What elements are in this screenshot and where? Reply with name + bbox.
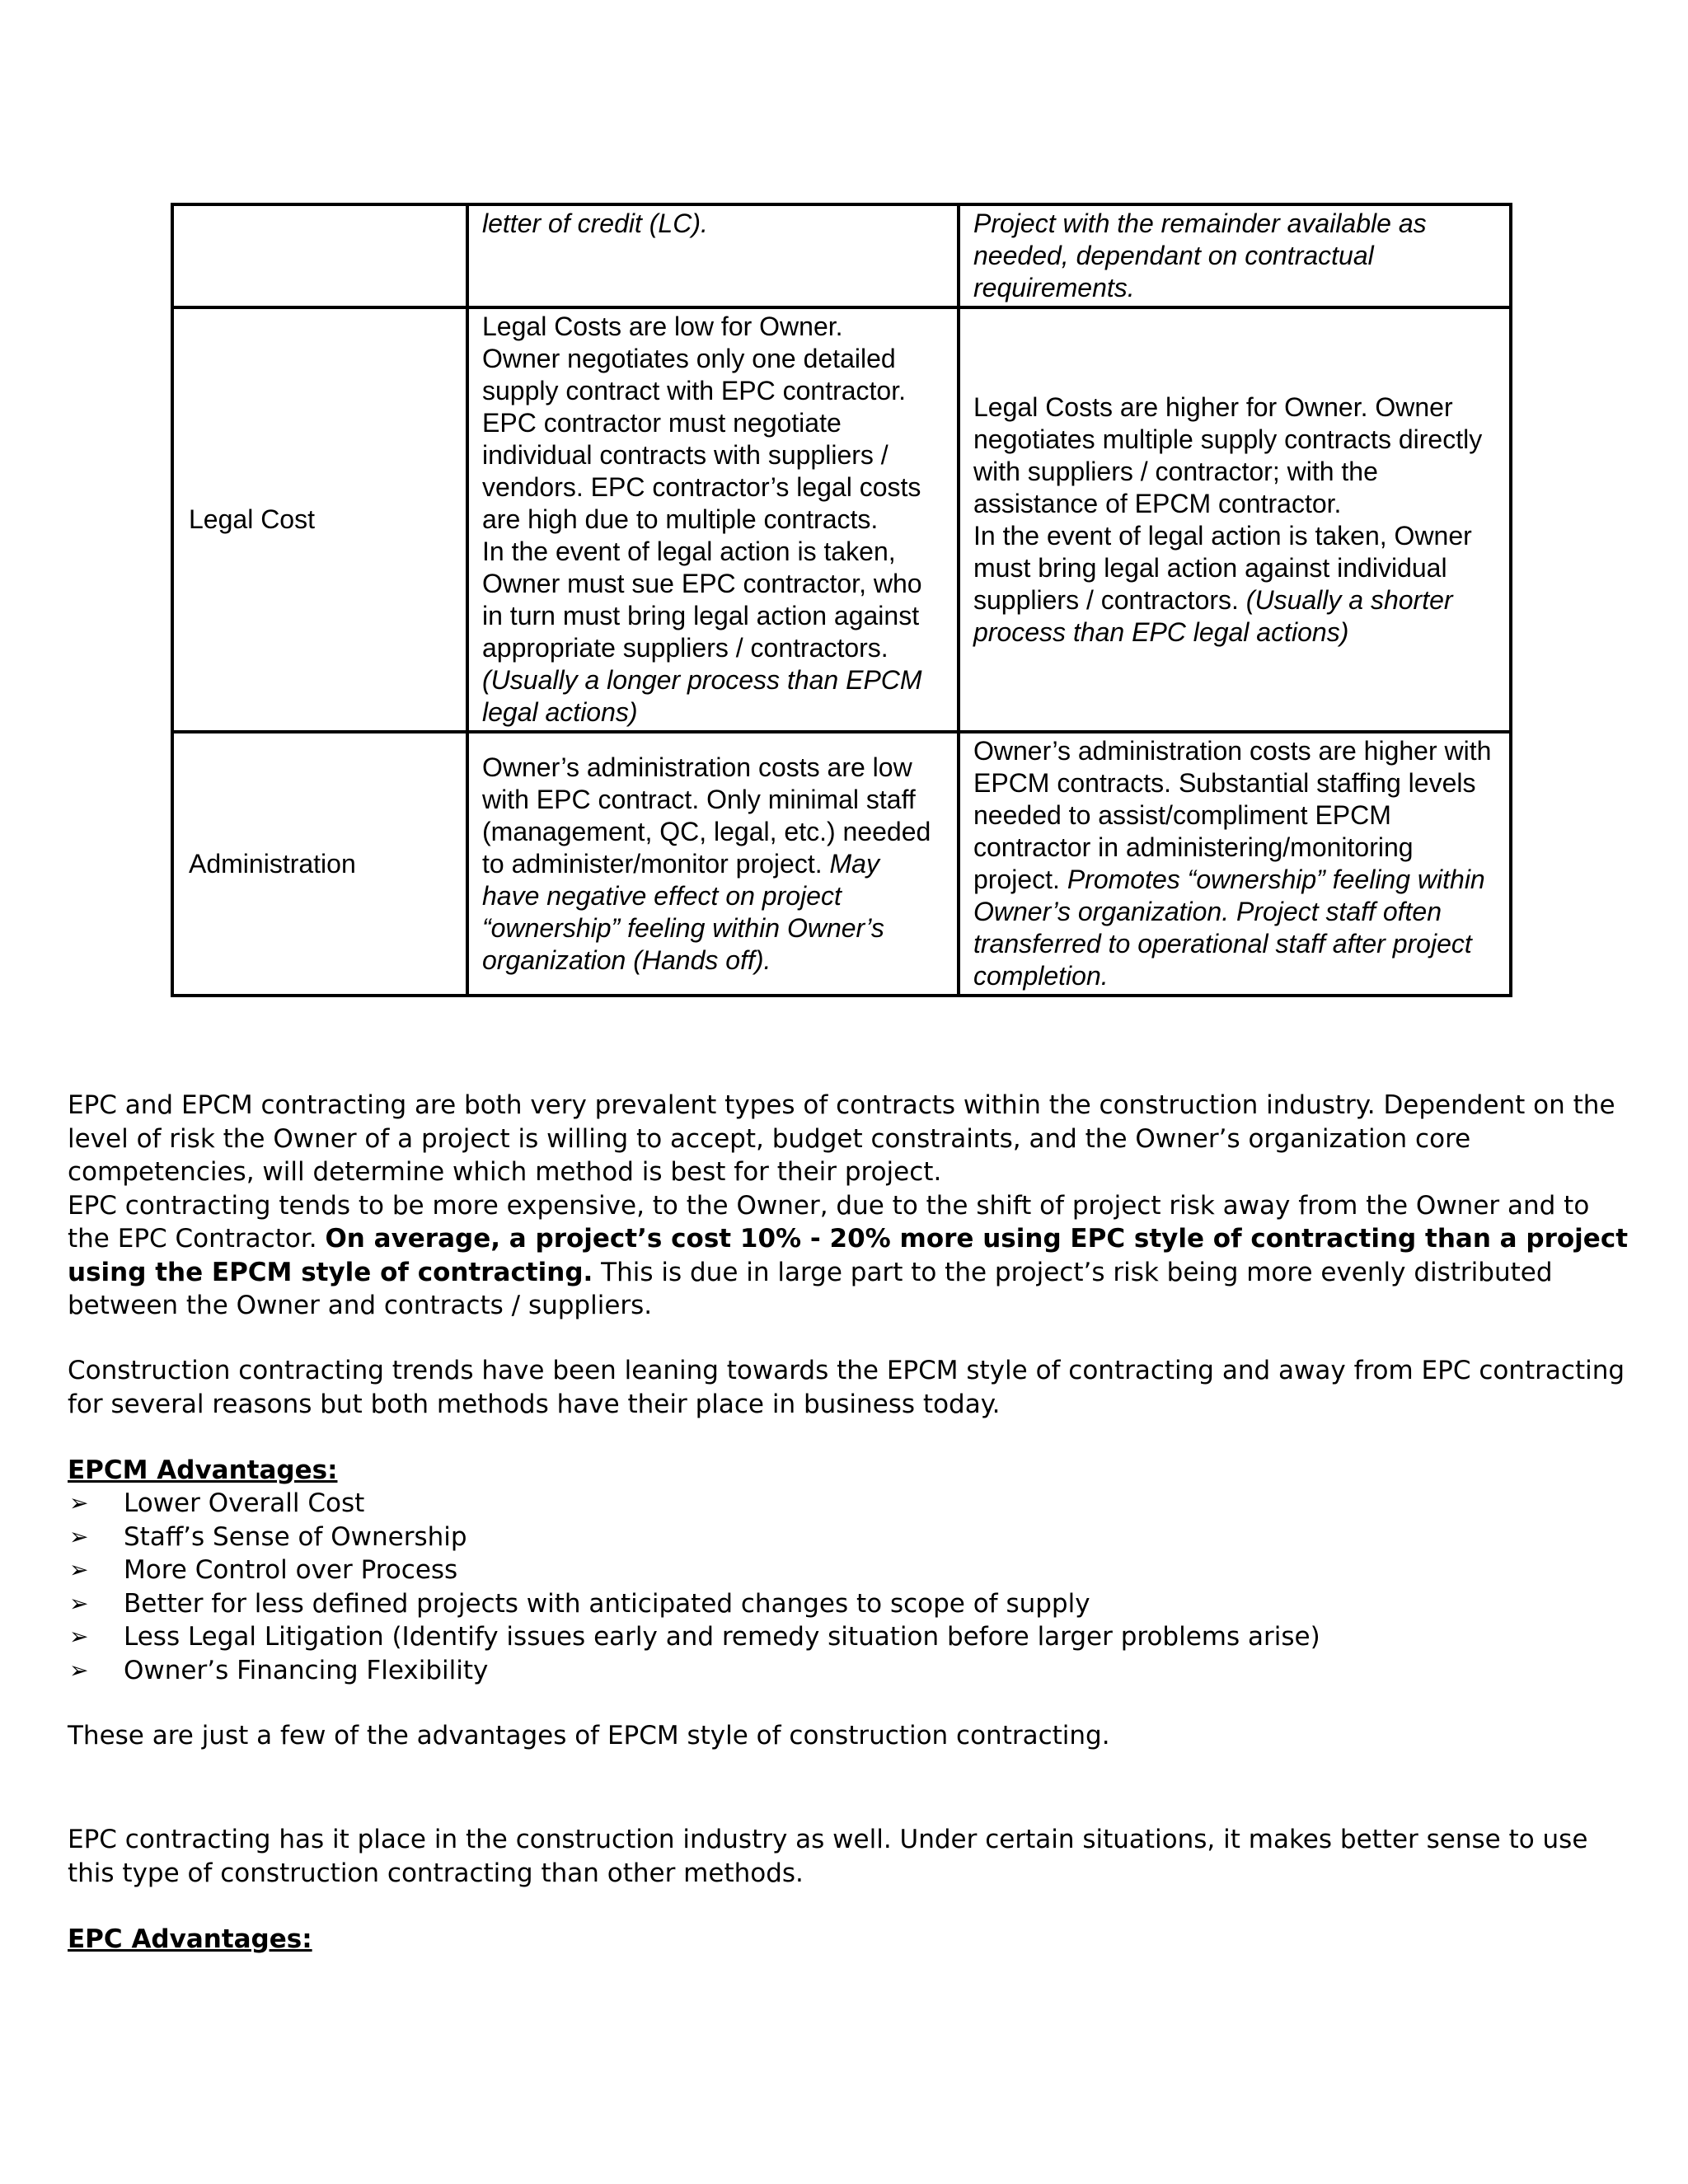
comparison-table: [171, 203, 1512, 997]
epc-legal-line: Owner negotiates only one detailed supply contract with EPC contractor.: [482, 344, 906, 405]
table-row-administration: [172, 732, 1511, 996]
list-item: [68, 1521, 1634, 1554]
list-item-text: More Control over Process: [124, 1555, 458, 1585]
epc-legal-line: Legal Costs are low for Owner.: [482, 312, 843, 341]
paragraph-epc-cost: [68, 1189, 1634, 1323]
epc-admin-note: May have negative effect on project “ownership” feeling within Owner’s organization (Hands off).: [482, 848, 884, 975]
list-item: [68, 1587, 1634, 1621]
arrow-bullet-icon: ➢: [69, 1522, 89, 1550]
paragraph-trends: Construction contracting trends have been leaning towards the EPCM style of contracting and away from EPC contracting for several reasons but both methods have their place in business today.: [68, 1356, 1625, 1419]
epcm-advantages-list: [68, 1487, 1634, 1687]
arrow-bullet-icon: ➢: [69, 1489, 89, 1516]
paragraph-epc-cost-start: EPC contracting tends to be more expensive, to the Owner, due to the shift of project risk away from the Owner and to the EPC Contractor.: [68, 1190, 1590, 1254]
list-item: [68, 1654, 1634, 1688]
row-label-administration: Administration: [172, 732, 467, 996]
epc-admin-text: Owner’s administration costs are low with EPC contract. Only minimal staff (management, QC, legal, etc.) needed to administer/monitor project.: [482, 752, 931, 879]
epc-admin-cell: [467, 732, 959, 996]
epc-legal-line: EPC contractor must negotiate individual contracts with suppliers / vendors. EPC contractor’s legal costs are high due to multiple contracts.: [482, 408, 921, 534]
epcm-legal-line: Legal Costs are higher for Owner. Owner negotiates multiple supply contracts directly with suppliers / contractor; with the assistance of EPCM contractor.: [973, 391, 1483, 518]
list-item: [68, 1554, 1634, 1587]
paragraph-epc-cost-bold: On average, a project’s cost 10% - 20% more using EPC style of contracting than a project using the EPCM style of contracting.: [68, 1224, 1629, 1287]
table-row-legal-cost: [172, 307, 1511, 732]
paragraph-epcm-summary: These are just a few of the advantages of EPCM style of construction contracting.: [68, 1721, 1110, 1750]
epcm-legal-text: In the event of legal action is taken, Owner must bring legal action against individual suppliers / contractors.: [973, 520, 1472, 615]
list-item-text: Better for less defined projects with anticipated changes to scope of supply: [124, 1588, 1090, 1619]
epc-legal-line: In the event of legal action is taken, Owner must sue EPC contractor, who in turn must bring legal action against appropriate suppliers / contractors.: [482, 537, 922, 663]
list-item-text: Less Legal Litigation (Identify issues early and remedy situation before larger problems arise): [124, 1622, 1320, 1652]
list-item-text: Owner’s Financing Flexibility: [124, 1655, 489, 1685]
epc-legal-note: (Usually a longer process than EPCM legal actions): [482, 665, 922, 727]
arrow-bullet-icon: ➢: [69, 1589, 89, 1617]
epc-legal-cell: [467, 307, 959, 732]
body-text-block-1: [68, 1089, 1634, 1323]
list-item-text: Staff’s Sense of Ownership: [124, 1521, 467, 1552]
list-item: [68, 1620, 1634, 1654]
arrow-bullet-icon: ➢: [69, 1656, 89, 1684]
epcm-cell: Project with the remainder available as needed, dependant on contractual requirements.: [959, 204, 1511, 307]
list-item: [68, 1487, 1634, 1521]
epcm-legal-cell: [959, 307, 1511, 732]
paragraph-epc-cost-end: This is due in large part to the project’s risk being more evenly distributed between the Owner and contracts / suppliers.: [68, 1257, 1553, 1320]
epcm-admin-text: Owner’s administration costs are higher with EPCM contracts. Substantial staffing levels needed to assist/compliment EPCM contractor in administering/monitoring project.: [973, 736, 1492, 894]
arrow-bullet-icon: ➢: [69, 1556, 89, 1583]
table-row-continuation: [172, 204, 1511, 307]
list-item-text: Lower Overall Cost: [124, 1488, 365, 1518]
paragraph-epc-epcm-overview: EPC and EPCM contracting are both very prevalent types of contracts within the construction industry. Dependent on the level of risk the Owner of a project is willing to accept, budget constraints, and the Owner’s organization core competencies, will determine which method is best for their project.: [68, 1090, 1615, 1187]
epcm-legal-line: [973, 520, 1496, 649]
row-label-empty: [172, 204, 467, 307]
epcm-admin-note: Promotes “ownership” feeling within Owner’s organization. Project staff often transferred to operational staff after project completion.: [973, 865, 1485, 991]
epc-cell: letter of credit (LC).: [467, 204, 959, 307]
epcm-advantages-heading: EPCM Advantages:: [68, 1455, 338, 1485]
epcm-admin-cell: [959, 732, 1511, 996]
row-label-legal-cost: Legal Cost: [172, 307, 467, 732]
arrow-bullet-icon: ➢: [69, 1623, 89, 1650]
paragraph-epc-place: EPC contracting has it place in the construction industry as well. Under certain situations, it makes better sense to use this type of construction contracting than other methods.: [68, 1825, 1588, 1888]
epc-advantages-heading: EPC Advantages:: [68, 1924, 312, 1954]
epcm-legal-note: (Usually a shorter process than EPC legal actions): [973, 584, 1453, 647]
